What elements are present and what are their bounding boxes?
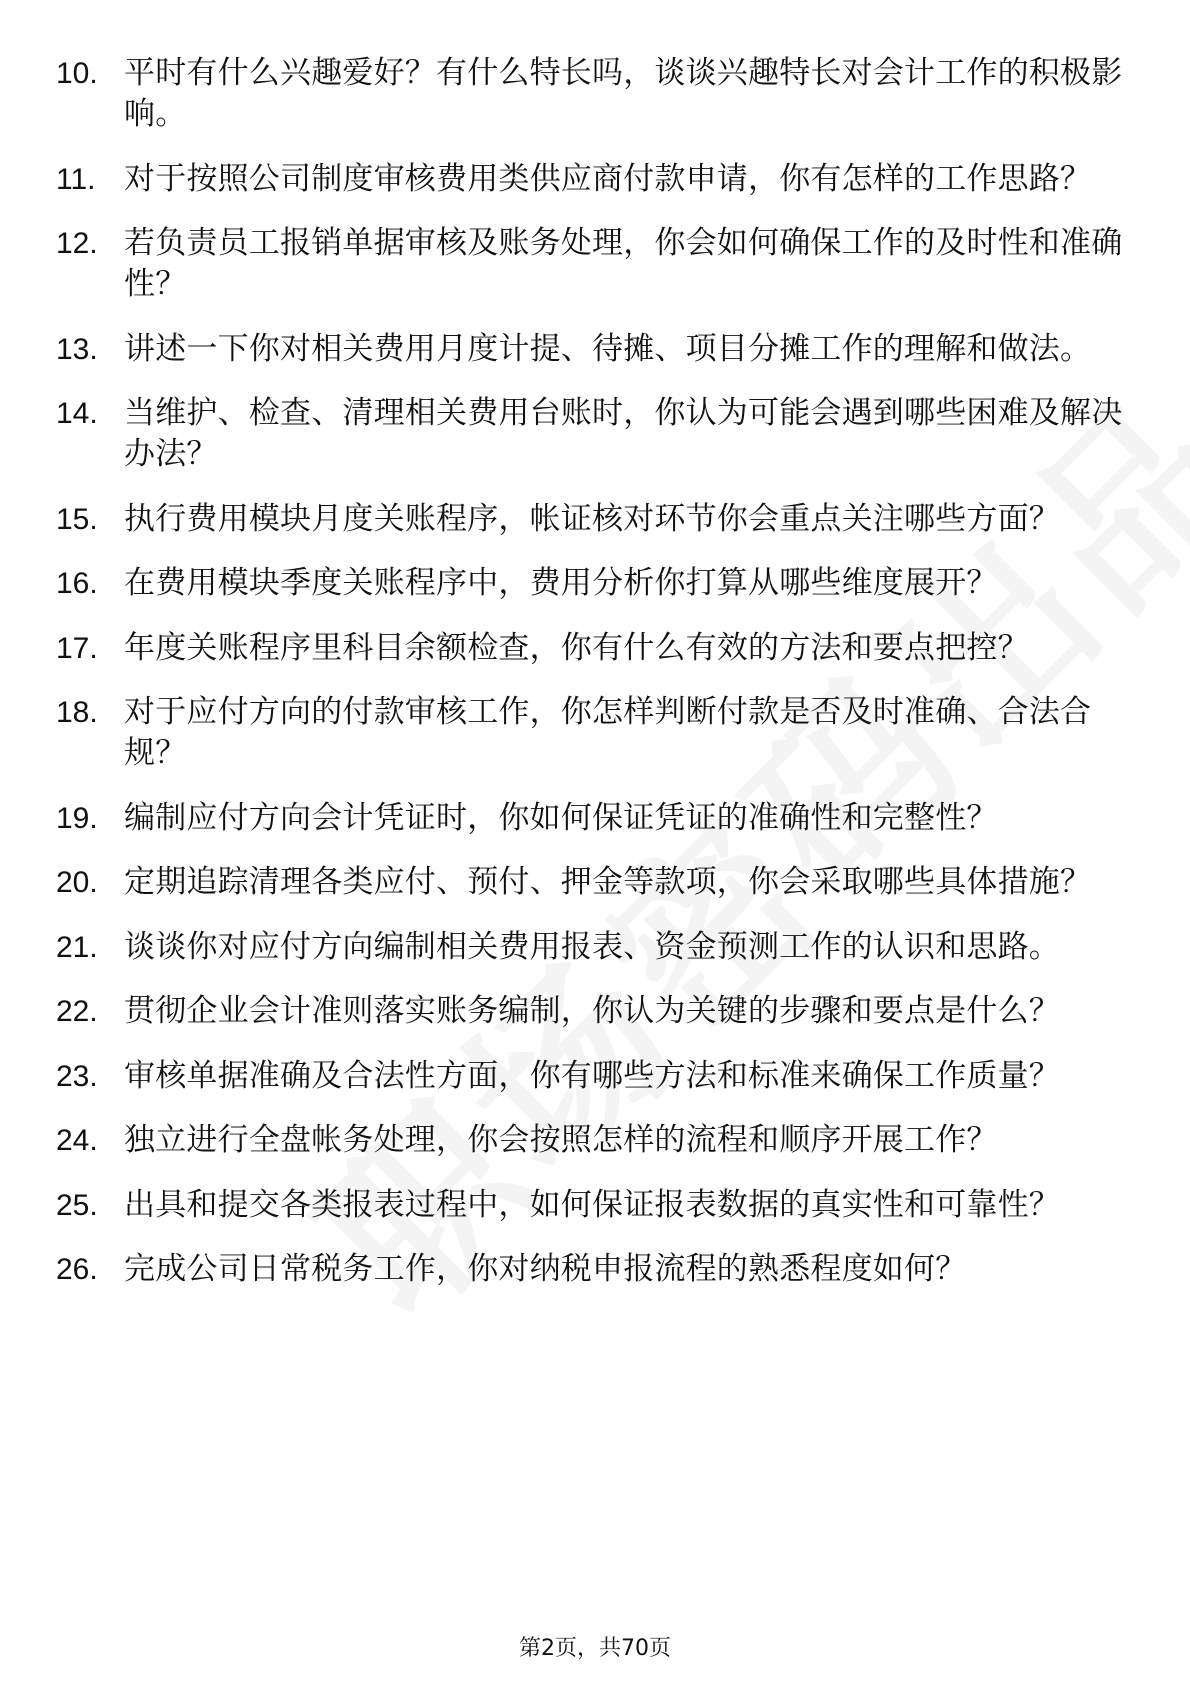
list-item [56,1120,1136,1161]
question-text: 年度关账程序里科目余额检查，你有什么有效的方法和要点把控？ [124,629,1029,666]
question-number: 22. [56,995,98,1028]
question-number: 13. [56,332,98,366]
question-text: 平时有什么兴趣爱好？有什么特长吗，谈谈兴趣特长对会计工作的积极影响。 [124,55,1123,132]
question-text: 完成公司日常税务工作，你对纳税申报流程的熟悉程度如何？ [124,1251,967,1287]
list-item [56,862,1136,903]
list-item [56,159,1136,200]
list-item [56,329,1136,370]
list-item [56,53,1136,135]
list-item [56,1185,1136,1226]
question-text: 审核单据准确及合法性方面，你有哪些方法和标准来确保工作质量？ [124,1057,1060,1094]
question-text: 编制应付方向会计凭证时，你如何保证凭证的准确性和完整性？ [124,799,998,836]
question-text: 贯彻企业会计准则落实账务编制，你认为关键的步骤和要点是什么？ [124,993,1060,1029]
list-item [56,1249,1136,1290]
question-text: 对于按照公司制度审核费用类供应商付款申请，你有怎样的工作思路？ [124,160,1092,197]
question-number: 15. [56,502,98,536]
question-text: 出具和提交各类报表过程中，如何保证报表数据的真实性和可靠性？ [124,1186,1060,1223]
question-number: 20. [56,866,98,899]
list-item [56,798,1136,839]
question-text: 独立进行全盘帐务处理，你会按照怎样的流程和顺序开展工作？ [124,1122,998,1158]
question-text: 讲述一下你对相关费用月度计提、待摊、项目分摊工作的理解和做法。 [124,330,1092,367]
question-number: 11. [56,162,96,196]
question-number: 18. [56,696,98,729]
question-text: 定期追踪清理各类应付、预付、押金等款项，你会采取哪些具体措施？ [124,864,1092,900]
question-number: 23. [56,1059,98,1093]
question-text: 在费用模块季度关账程序中，费用分析你打算从哪些维度展开？ [124,565,998,601]
question-text: 执行费用模块月度关账程序，帐证核对环节你会重点关注哪些方面？ [124,500,1060,537]
question-text: 当维护、检查、清理相关费用台账时，你认为可能会遇到哪些困难及解决办法？ [124,395,1123,472]
question-text: 若负责员工报销单据审核及账务处理，你会如何确保工作的及时性和准确性？ [124,225,1123,302]
question-number: 12. [56,227,98,260]
list-item [56,692,1136,774]
list-item [56,393,1136,475]
question-number: 16. [56,567,98,600]
list-item [56,927,1136,968]
question-number: 25. [56,1188,98,1222]
question-list [56,53,1136,1314]
question-text: 谈谈你对应付方向编制相关费用报表、资金预测工作的认识和思路。 [124,928,1060,965]
question-number: 17. [56,631,98,665]
question-text: 对于应付方向的付款审核工作，你怎样判断付款是否及时准确、合法合规？ [124,694,1092,771]
list-item [56,499,1136,540]
question-number: 21. [56,930,98,964]
question-number: 14. [56,397,98,430]
question-number: 26. [56,1253,98,1286]
question-number: 10. [56,57,98,90]
list-item [56,1056,1136,1097]
list-item [56,223,1136,305]
list-item [56,563,1136,604]
question-number: 24. [56,1124,98,1157]
list-item [56,628,1136,669]
list-item [56,991,1136,1032]
question-number: 19. [56,801,98,835]
page-number-footer: 第2页，共70页 [519,1636,671,1661]
